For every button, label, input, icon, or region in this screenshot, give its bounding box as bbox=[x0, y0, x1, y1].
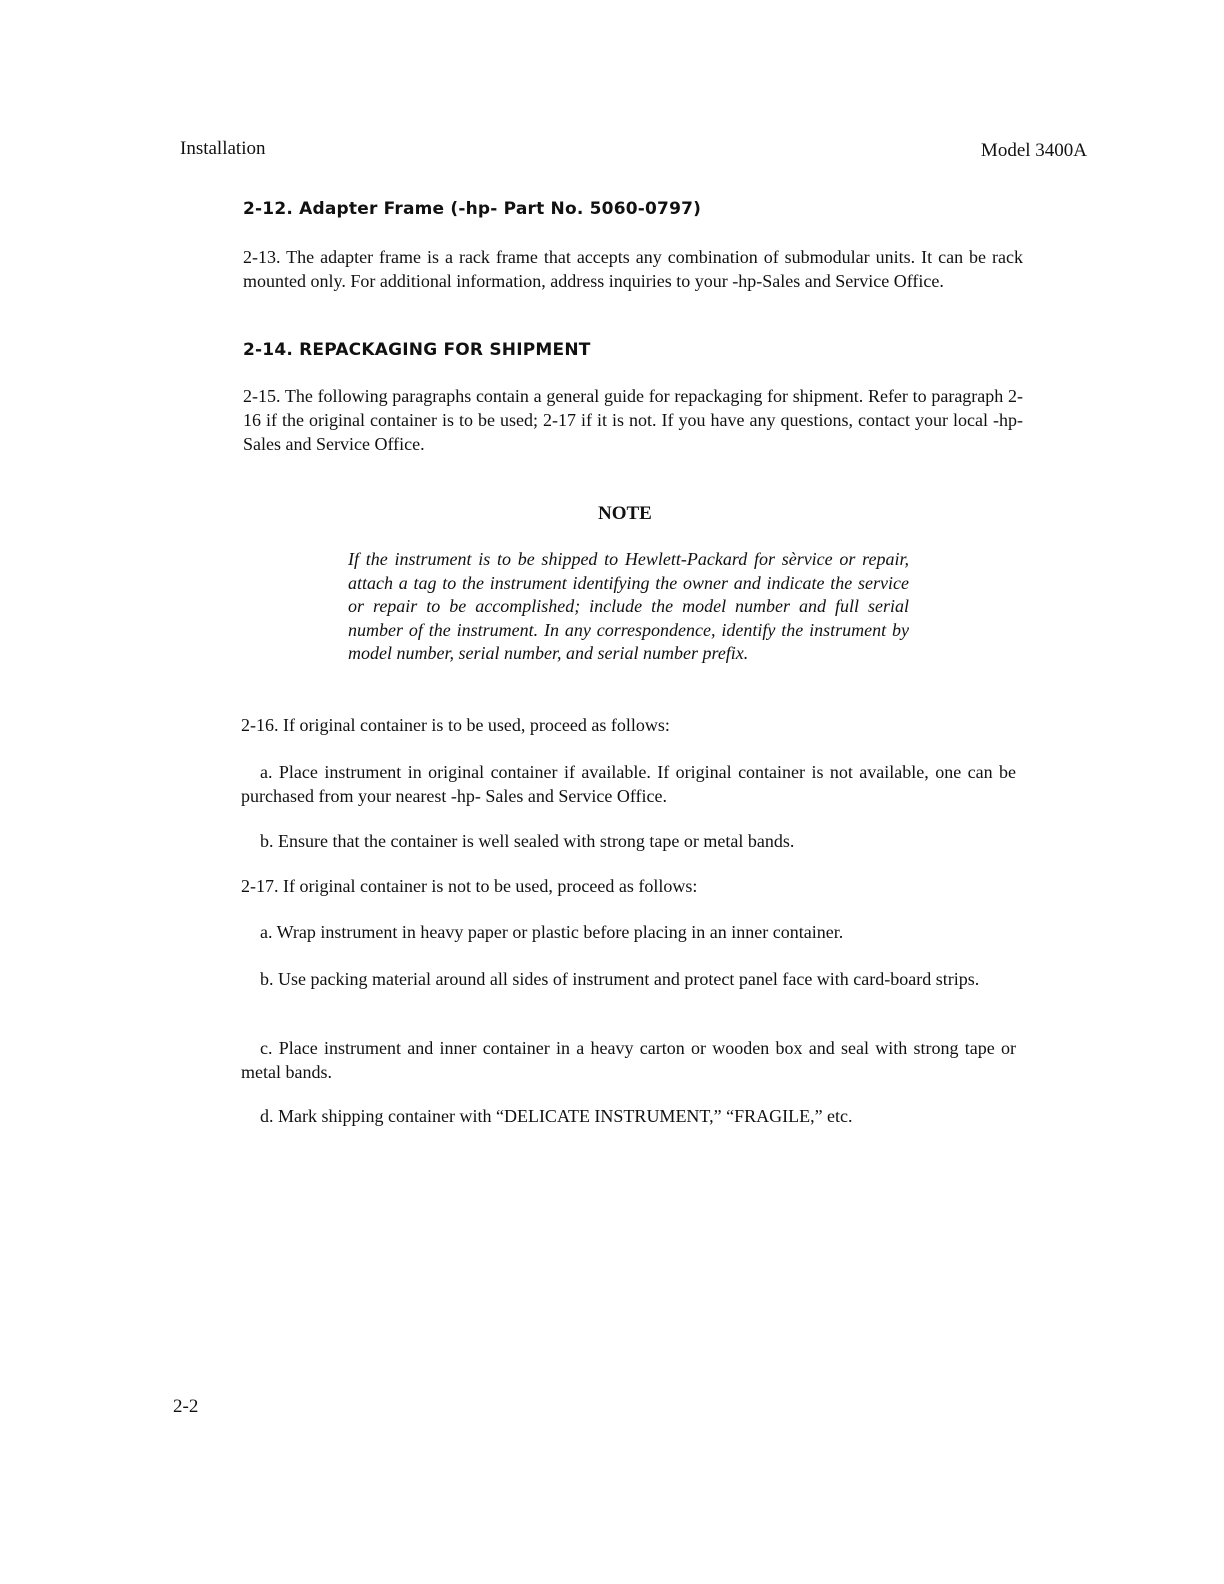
step-original-b: b. Ensure that the container is well sealed with strong tape or metal bands. bbox=[260, 831, 795, 851]
note-title: NOTE bbox=[598, 503, 652, 524]
paragraph-2-15: 2-15. The following paragraphs contain a general guide for repackaging for shipment. Refer to paragraph 2-16 if the original container is to be used; 2-17 if it is not. If you have any questions, contact your local -hp- Sales and Service Office. bbox=[243, 386, 1023, 454]
page-number: 2-2 bbox=[173, 1396, 199, 1417]
heading-adapter-frame: 2-12. Adapter Frame (-hp- Part No. 5060-0797) bbox=[243, 199, 702, 219]
step-new-b: b. Use packing material around all sides of instrument and protect panel face with card-board strips. bbox=[260, 969, 980, 989]
paragraph-2-17: 2-17. If original container is not to be used, proceed as follows: bbox=[241, 876, 698, 896]
step-new-c: c. Place instrument and inner container in a heavy carton or wooden box and seal with strong tape or metal bands. bbox=[241, 1038, 1016, 1082]
running-header-section: Installation bbox=[180, 138, 266, 159]
step-new-d: d. Mark shipping container with “DELICATE INSTRUMENT,” “FRAGILE,” etc. bbox=[260, 1106, 853, 1126]
running-header-model: Model 3400A bbox=[980, 140, 1087, 161]
step-original-a: a. Place instrument in original container if available. If original container is not available, one can be purchased from your nearest -hp- Sales and Service Office. bbox=[241, 762, 1016, 806]
paragraph-2-16: 2-16. If original container is to be used, proceed as follows: bbox=[241, 715, 670, 735]
heading-repackaging: 2-14. REPACKAGING FOR SHIPMENT bbox=[243, 340, 591, 360]
note-body: If the instrument is to be shipped to Hewlett-Packard for sèrvice or repair, attach a tag to the instrument identifying the owner and indicate the service or repair to be accomplished; include the model number and full serial number of the instrument. In any correspondence, identify the instrument by model number, serial number, and serial number prefix. bbox=[348, 549, 909, 663]
paragraph-2-13: 2-13. The adapter frame is a rack frame that accepts any combination of submodular units. It can be rack mounted only. For additional information, address inquiries to your -hp-Sales and Service Office. bbox=[243, 247, 1023, 291]
step-new-a: a. Wrap instrument in heavy paper or plastic before placing in an inner container. bbox=[260, 922, 844, 942]
